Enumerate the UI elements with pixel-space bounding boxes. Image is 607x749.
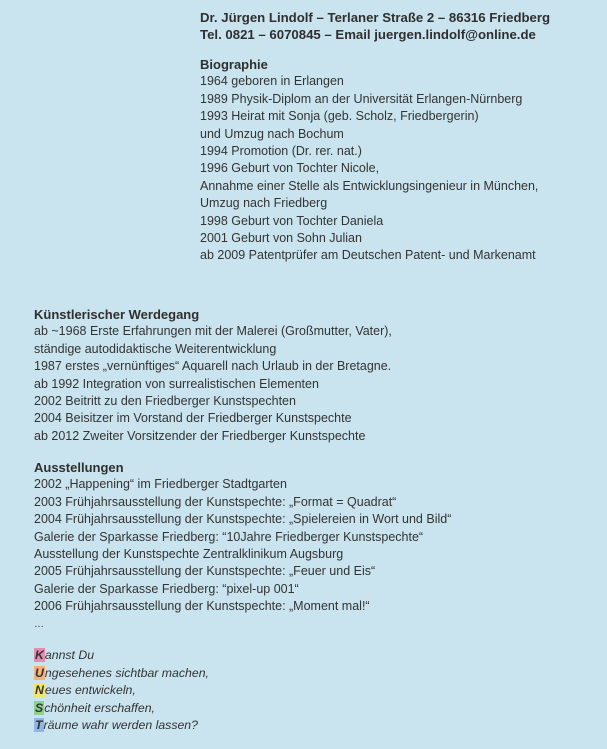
career-section xyxy=(34,306,594,445)
biography-entry: 1994 Promotion (Dr. rer. nat.) xyxy=(200,144,362,159)
contact-address: Dr. Jürgen Lindolf – Terlaner Straße 2 – 86316 Friedberg xyxy=(200,10,551,25)
career-entry: ständige autodidaktische Weiterentwicklung xyxy=(34,341,277,356)
poem-line-text: chönheit erschaffen, xyxy=(44,700,155,715)
poem-initial: S xyxy=(35,700,44,715)
career-entry: ab 2012 Zweiter Vorsitzender der Friedberger Kunstspechte xyxy=(34,428,366,443)
exhibition-entry: 2004 Frühjahrsausstellung der Kunstspechte: „Spielereien in Wort und Bild“ xyxy=(34,512,452,527)
exhibition-entry: 2005 Frühjahrsausstellung der Kunstspechte: „Feuer und Eis“ xyxy=(34,564,376,579)
acrostic-poem xyxy=(34,647,434,735)
contact-header xyxy=(200,9,600,43)
poem-line-text: annst Du xyxy=(44,648,95,662)
poem-line xyxy=(34,700,434,718)
exhibitions-ellipsis: … xyxy=(34,618,44,630)
career-entry: 2002 Beitritt zu den Friedberger Kunstspechten xyxy=(34,394,296,409)
exhibitions-section xyxy=(34,459,594,633)
career-entry: 2004 Beisitzer im Vorstand der Friedberger Kunstspechte xyxy=(34,411,352,426)
exhibition-entry: Ausstellung der Kunstspechte Zentralklinikum Augsburg xyxy=(34,547,344,562)
poem-initial: K xyxy=(35,648,44,662)
biography-entry: 1998 Geburt von Tochter Daniela xyxy=(200,213,384,228)
poem-line xyxy=(34,647,434,665)
career-entry: ab ~1968 Erste Erfahrungen mit der Malerei (Großmutter, Vater), xyxy=(34,324,392,339)
poem-line-text: räume wahr werden lassen? xyxy=(43,718,198,733)
poem-line xyxy=(34,682,434,700)
exhibition-entry: 2003 Frühjahrsausstellung der Kunstspechte: „Format = Quadrat“ xyxy=(34,494,397,509)
biography-entry: 1964 geboren in Erlangen xyxy=(200,74,344,89)
exhibitions-title: Ausstellungen xyxy=(34,460,124,475)
exhibition-entry: Galerie der Sparkasse Friedberg: “10Jahre Friedberger Kunstspechte“ xyxy=(34,529,424,544)
exhibition-entry: 2002 „Happening“ im Friedberger Stadtgarten xyxy=(34,477,287,492)
poem-line xyxy=(34,717,434,735)
poem-initial: N xyxy=(35,683,44,698)
poem-line xyxy=(34,665,434,683)
biography-entry: 2001 Geburt von Sohn Julian xyxy=(200,231,362,246)
career-title: Künstlerischer Werdegang xyxy=(34,307,200,322)
career-entry: ab 1992 Integration von surrealistischen Elementen xyxy=(34,376,319,391)
biography-entry: ab 2009 Patentprüfer am Deutschen Patent- und Markenamt xyxy=(200,248,536,263)
poem-line-text: eues entwickeln, xyxy=(44,683,136,698)
poem-initial: T xyxy=(35,718,43,733)
contact-phone-email: Tel. 0821 – 6070845 – Email juergen.lindolf@online.de xyxy=(200,27,536,42)
exhibition-entry: Galerie der Sparkasse Friedberg: “pixel-up 001“ xyxy=(34,581,299,596)
exhibitions-list xyxy=(34,476,594,615)
biography-entry: Umzug nach Friedberg xyxy=(200,196,328,211)
biography-entry: und Umzug nach Bochum xyxy=(200,126,344,141)
career-entry: 1987 erstes „vernünftiges“ Aquarell nach Urlaub in der Bretagne. xyxy=(34,359,392,374)
biography-list xyxy=(200,73,600,264)
biography-entry: 1993 Heirat mit Sonja (geb. Scholz, Friedbergerin) xyxy=(200,109,479,124)
poem-initial: U xyxy=(35,665,44,680)
biography-entry: 1989 Physik-Diplom an der Universität Erlangen-Nürnberg xyxy=(200,91,523,106)
career-list xyxy=(34,323,594,445)
exhibition-entry: 2006 Frühjahrsausstellung der Kunstspechte: „Moment mal!“ xyxy=(34,599,370,614)
biography-entry: 1996 Geburt von Tochter Nicole, xyxy=(200,161,380,176)
biography-section xyxy=(200,56,600,265)
biography-entry: Annahme einer Stelle als Entwicklungsingenieur in München, xyxy=(200,178,539,193)
poem-line-text: ngesehenes sichtbar machen, xyxy=(44,665,209,680)
biography-title: Biographie xyxy=(200,57,268,72)
